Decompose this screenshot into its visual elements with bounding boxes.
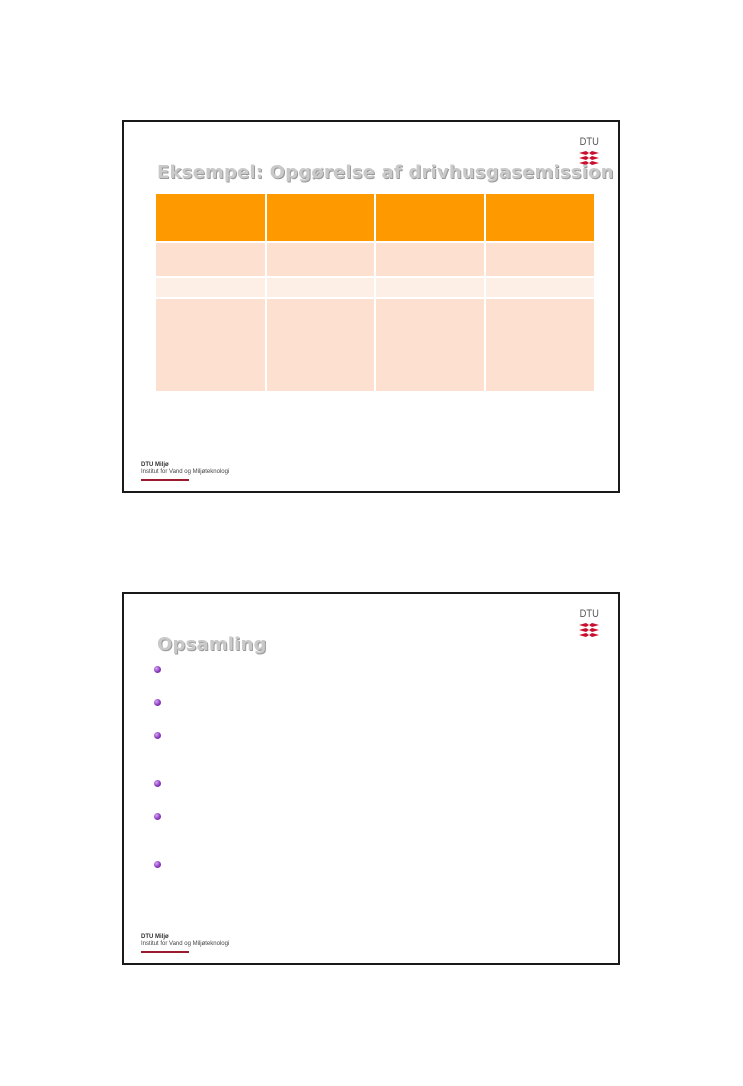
footer-institute: Institut for Vand og Miljøteknologi: [141, 941, 230, 947]
footer-institute: Institut for Vand og Miljøteknologi: [141, 469, 230, 475]
dtu-logo: [578, 608, 600, 638]
table-cell: [266, 242, 376, 277]
slide-title: Eksempel: Opgørelse af drivhusgasemission: [157, 162, 614, 183]
emission-table: [156, 194, 594, 393]
table-cell: [485, 277, 595, 298]
bullet-icon: [154, 780, 161, 787]
table-row: [156, 298, 594, 392]
slide-title: Opsamling: [157, 634, 267, 655]
dtu-logo-text: DTU: [579, 136, 599, 148]
table-cell: [156, 277, 266, 298]
table-header-cell: [156, 194, 266, 242]
table-header-cell: [375, 194, 485, 242]
table-row: [156, 277, 594, 298]
table-cell: [156, 242, 266, 277]
table-cell: [375, 242, 485, 277]
bullet-icon: [154, 813, 161, 820]
footer-accent-line: [141, 479, 189, 481]
table-cell: [266, 277, 376, 298]
table-cell: [485, 298, 595, 392]
table-cell: [375, 277, 485, 298]
table-cell: [266, 298, 376, 392]
footer-org: DTU Miljø: [141, 934, 169, 940]
slide-2: [122, 592, 620, 965]
bullet-icon: [154, 666, 161, 673]
footer-org: DTU Miljø: [141, 462, 169, 468]
table-row: [156, 242, 594, 277]
slide-footer: [141, 934, 229, 953]
table-header-row: [156, 194, 594, 242]
bullet-icon: [154, 699, 161, 706]
dtu-wave-icon: [578, 622, 600, 638]
table-cell: [156, 298, 266, 392]
table-cell: [375, 298, 485, 392]
bullet-icon: [154, 861, 161, 868]
footer-accent-line: [141, 951, 189, 953]
table-cell: [485, 242, 595, 277]
dtu-logo-text: DTU: [579, 608, 599, 620]
table-header-cell: [485, 194, 595, 242]
bullet-icon: [154, 732, 161, 739]
slide-1: [122, 120, 620, 493]
table-header-cell: [266, 194, 376, 242]
slide-footer: [141, 462, 229, 481]
